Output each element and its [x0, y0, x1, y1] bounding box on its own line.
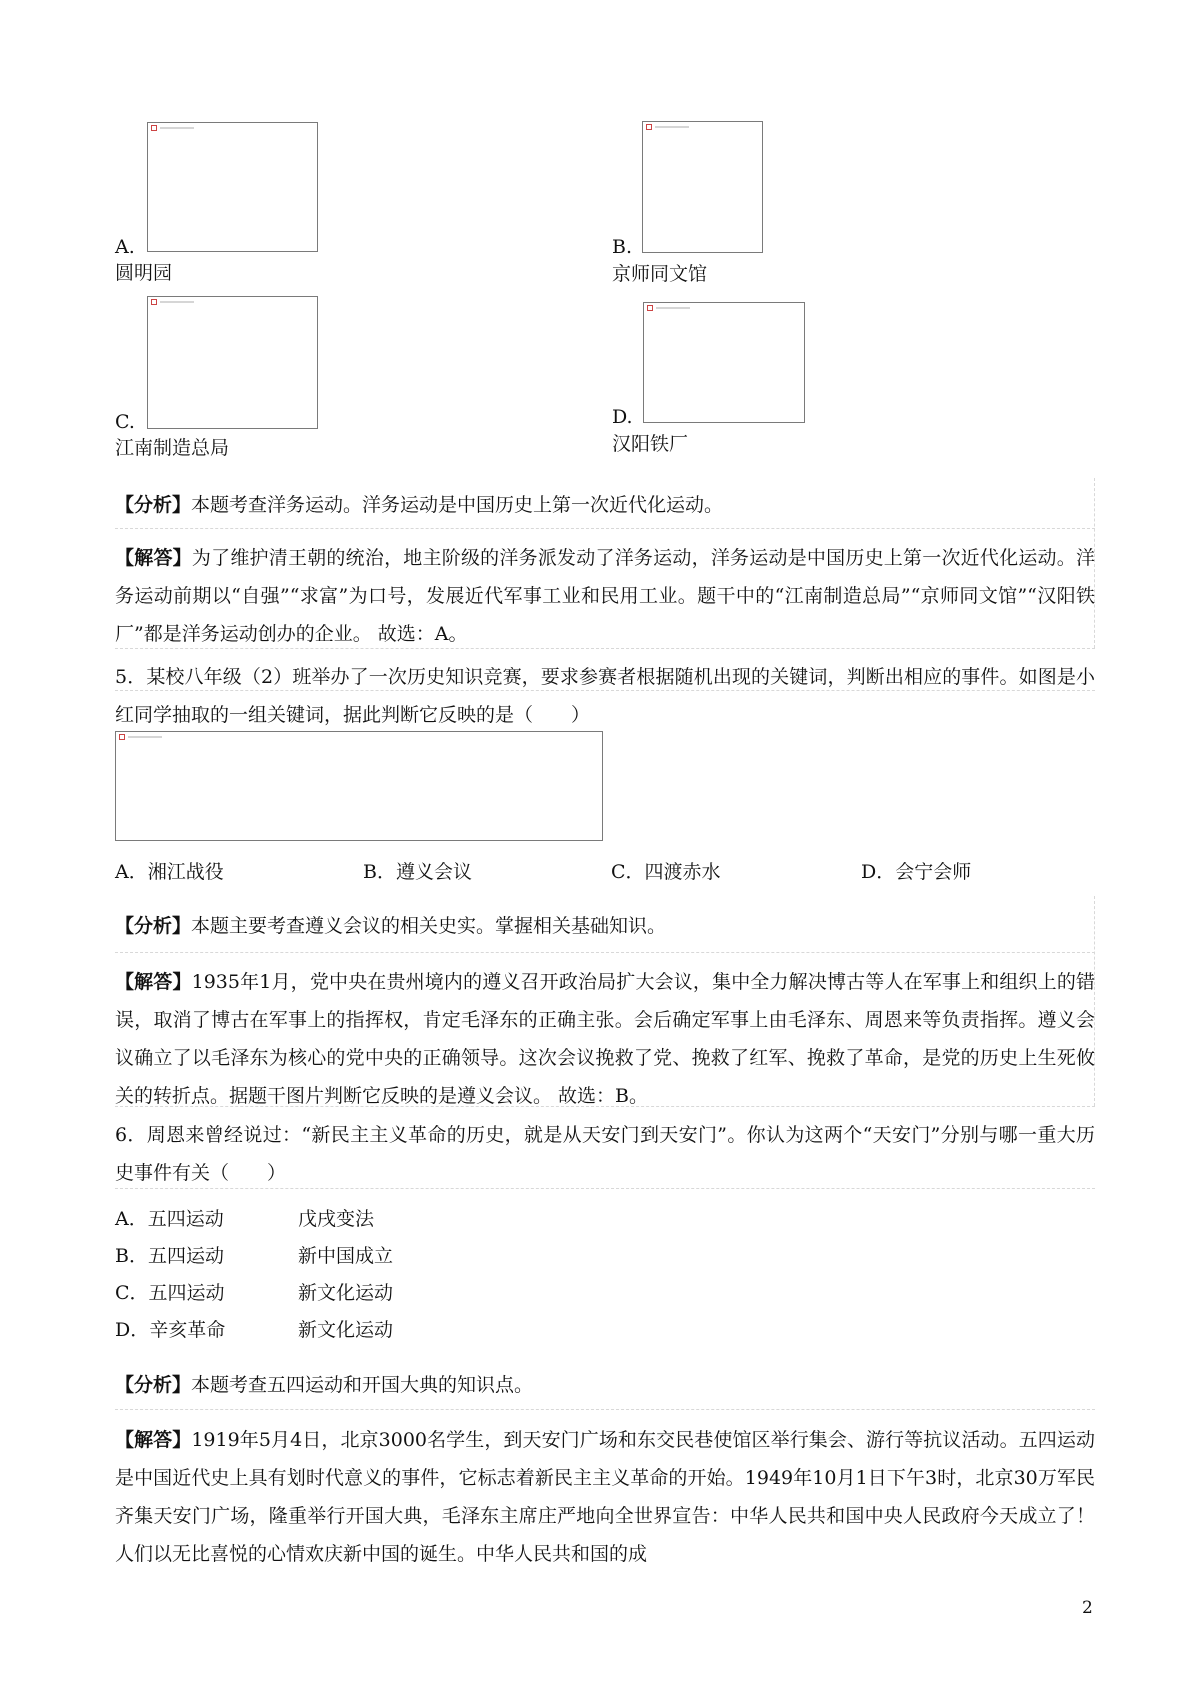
separator: [115, 690, 1095, 691]
answer-tag: 【解答】: [115, 1429, 192, 1451]
analysis-text: 本题主要考查遵义会议的相关史实。掌握相关基础知识。: [191, 915, 667, 937]
answer-block: [115, 963, 1095, 1115]
option-a-letter: A.: [115, 236, 135, 258]
broken-image-icon: [119, 734, 125, 740]
option-c-event: 新文化运动: [298, 1282, 394, 1304]
option-c: C．四渡赤水: [611, 861, 721, 883]
analysis-text: 本题考查洋务运动。洋务运动是中国历史上第一次近代化运动。: [191, 494, 724, 516]
option-d-caption: 汉阳铁厂: [612, 433, 689, 455]
option-c-image: [147, 296, 318, 429]
analysis-block: [115, 915, 666, 937]
option-c-letter: C.: [115, 411, 135, 433]
option-b: B．五四运动: [115, 1245, 224, 1267]
analysis-block: [115, 1374, 533, 1396]
separator: [115, 1409, 1095, 1410]
option-d: D．辛亥革命: [115, 1319, 226, 1341]
analysis-block: [115, 494, 723, 516]
option-d: D．会宁会师: [861, 861, 972, 883]
question-5-stem: 5．某校八年级（2）班举办了一次历史知识竞赛，要求参赛者根据随机出现的关键词，判断出相应的事件。如图是小红同学抽取的一组关键词，据此判断它反映的是（ ）: [115, 666, 1095, 726]
option-b-event: 新中国成立: [298, 1245, 394, 1267]
option-a-caption: 圆明园: [115, 262, 173, 284]
option-a-image: [147, 122, 318, 252]
separator: [115, 952, 1095, 953]
answer-block: [115, 1421, 1095, 1573]
option-a-event: 戊戌变法: [298, 1208, 375, 1230]
option-b: B．遵义会议: [363, 861, 472, 883]
analysis-tag: 【分析】: [115, 1374, 192, 1396]
answer-text: 1935年1月，党中央在贵州境内的遵义召开政治局扩大会议，集中全力解决博古等人在军事上和组织上的错误，取消了博古在军事上的指挥权，肯定毛泽东的正确主张。会后确定军事上由毛泽东、周恩来等负责指挥。遵义会议确立了以毛泽东为核心的党中央的正确领导。这次会议挽救了党、挽救了红军、挽救了革命，是党的历史上生死攸关的转折点。据题干图片判断它反映的是遵义会议。 故选：B。: [115, 971, 1095, 1107]
answer-text: 为了维护清王朝的统治，地主阶级的洋务派发动了洋务运动，洋务运动是中国历史上第一次近代化运动。洋务运动前期以“自强”“求富”为口号，发展近代军事工业和民用工业。题干中的“江南制造总局”“京师同文馆”“汉阳铁厂”都是洋务运动创办的企业。 故选：A。: [115, 547, 1095, 645]
keyword-image: [115, 731, 603, 841]
analysis-text: 本题考查五四运动和开国大典的知识点。: [191, 1374, 534, 1396]
separator: [115, 528, 1095, 529]
broken-image-icon: [151, 125, 157, 131]
option-c: C．五四运动: [115, 1282, 225, 1304]
page-number: 2: [1082, 1598, 1093, 1618]
option-b-image: [642, 121, 763, 253]
option-d-event: 新文化运动: [298, 1319, 394, 1341]
separator: [115, 1188, 1095, 1189]
separator: [115, 1106, 1095, 1107]
answer-tag: 【解答】: [115, 547, 192, 569]
broken-image-icon: [647, 305, 653, 311]
broken-image-icon: [151, 299, 157, 305]
option-a: A．湘江战役: [115, 861, 224, 883]
option-c-caption: 江南制造总局: [115, 437, 230, 459]
analysis-tag: 【分析】: [115, 915, 192, 937]
option-a: A．五四运动: [115, 1208, 224, 1230]
option-d-letter: D.: [612, 406, 633, 428]
broken-image-icon: [646, 124, 652, 130]
option-d-image: [643, 302, 805, 423]
answer-tag: 【解答】: [115, 971, 192, 993]
separator: [115, 648, 1095, 649]
analysis-tag: 【分析】: [115, 494, 192, 516]
answer-text: 1919年5月4日，北京3000名学生，到天安门广场和东交民巷使馆区举行集会、游行等抗议活动。五四运动是中国近代史上具有划时代意义的事件，它标志着新民主主义革命的开始。1949年10月1日下午3时，北京30万军民齐集天安门广场，隆重举行开国大典，毛泽东主席庄严地向全世界宣告：中华人民共和国中央人民政府今天成立了！人们以无比喜悦的心情欢庆新中国的诞生。中华人民共和国的成: [115, 1429, 1095, 1565]
question-6-stem: 6．周恩来曾经说过：“新民主主义革命的历史，就是从天安门到天安门”。你认为这两个“天安门”分别与哪一重大历史事件有关（ ）: [115, 1124, 1095, 1184]
option-b-letter: B.: [612, 236, 633, 258]
answer-block: [115, 539, 1095, 653]
option-b-caption: 京师同文馆: [612, 263, 708, 285]
